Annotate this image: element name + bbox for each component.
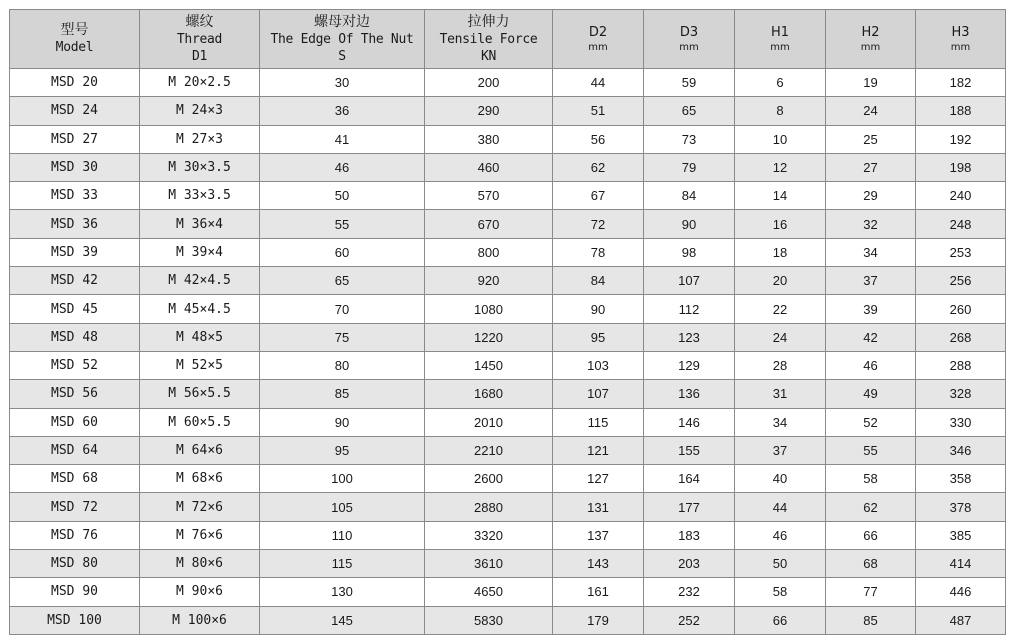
cell-h1: 8	[735, 97, 826, 125]
table-row	[10, 351, 1006, 379]
cell-model: MSD 100	[10, 606, 140, 634]
header-row	[10, 10, 1006, 69]
cell-model: MSD 76	[10, 521, 140, 549]
cell-d3: 84	[644, 182, 735, 210]
cell-d2: 78	[553, 238, 644, 266]
table-row	[10, 153, 1006, 181]
cell-h2: 66	[826, 521, 916, 549]
header-nut-edge-en: The Edge Of The Nut	[270, 31, 414, 47]
cell-model: MSD 48	[10, 323, 140, 351]
cell-h2: 55	[826, 436, 916, 464]
cell-thread: M 52×5	[140, 351, 260, 379]
cell-d2: 90	[553, 295, 644, 323]
cell-h3: 248	[916, 210, 1006, 238]
cell-h3: 487	[916, 606, 1006, 634]
cell-d2: 107	[553, 380, 644, 408]
cell-h2: 32	[826, 210, 916, 238]
table-row	[10, 436, 1006, 464]
header-nut-edge-zh: 螺母对边	[314, 13, 370, 30]
cell-thread: M 48×5	[140, 323, 260, 351]
cell-h1: 50	[735, 550, 826, 578]
cell-thread: M 90×6	[140, 578, 260, 606]
cell-h3: 328	[916, 380, 1006, 408]
cell-nut-edge: 115	[260, 550, 425, 578]
cell-tensile: 2600	[425, 465, 553, 493]
table-row	[10, 323, 1006, 351]
cell-tensile: 800	[425, 238, 553, 266]
cell-d2: 137	[553, 521, 644, 549]
cell-tensile: 380	[425, 125, 553, 153]
cell-d2: 103	[553, 351, 644, 379]
cell-h1: 58	[735, 578, 826, 606]
cell-thread: M 76×6	[140, 521, 260, 549]
header-nut-edge	[260, 10, 425, 69]
cell-thread: M 33×3.5	[140, 182, 260, 210]
cell-nut-edge: 90	[260, 408, 425, 436]
cell-h2: 24	[826, 97, 916, 125]
cell-tensile: 3610	[425, 550, 553, 578]
cell-nut-edge: 50	[260, 182, 425, 210]
cell-tensile: 570	[425, 182, 553, 210]
cell-tensile: 200	[425, 69, 553, 97]
cell-model: MSD 30	[10, 153, 140, 181]
cell-thread: M 24×3	[140, 97, 260, 125]
cell-d2: 115	[553, 408, 644, 436]
cell-h1: 46	[735, 521, 826, 549]
table-row	[10, 69, 1006, 97]
header-h2	[826, 10, 916, 69]
cell-h3: 346	[916, 436, 1006, 464]
cell-nut-edge: 70	[260, 295, 425, 323]
cell-h1: 12	[735, 153, 826, 181]
cell-thread: M 72×6	[140, 493, 260, 521]
cell-h2: 25	[826, 125, 916, 153]
cell-h3: 268	[916, 323, 1006, 351]
cell-thread: M 42×4.5	[140, 267, 260, 295]
cell-h1: 66	[735, 606, 826, 634]
cell-h2: 52	[826, 408, 916, 436]
cell-d2: 95	[553, 323, 644, 351]
header-h3-unit: mm	[950, 41, 971, 53]
cell-d3: 73	[644, 125, 735, 153]
table-row	[10, 238, 1006, 266]
cell-h2: 68	[826, 550, 916, 578]
cell-h2: 19	[826, 69, 916, 97]
header-h1-label: H1	[770, 24, 790, 40]
table-row	[10, 606, 1006, 634]
cell-nut-edge: 60	[260, 238, 425, 266]
cell-nut-edge: 55	[260, 210, 425, 238]
cell-h2: 34	[826, 238, 916, 266]
cell-h3: 182	[916, 69, 1006, 97]
cell-h2: 27	[826, 153, 916, 181]
table-header	[10, 10, 1006, 69]
cell-d2: 44	[553, 69, 644, 97]
header-tensile-en: Tensile Force	[439, 31, 538, 47]
header-nut-edge-sub: S	[338, 48, 346, 64]
cell-h3: 192	[916, 125, 1006, 153]
cell-h3: 240	[916, 182, 1006, 210]
table-row	[10, 295, 1006, 323]
header-model	[10, 10, 140, 69]
header-model-en: Model	[55, 40, 94, 55]
cell-h2: 37	[826, 267, 916, 295]
cell-d2: 127	[553, 465, 644, 493]
cell-h3: 256	[916, 267, 1006, 295]
cell-d3: 65	[644, 97, 735, 125]
cell-tensile: 920	[425, 267, 553, 295]
table-row	[10, 550, 1006, 578]
cell-d2: 179	[553, 606, 644, 634]
cell-nut-edge: 85	[260, 380, 425, 408]
table-row	[10, 408, 1006, 436]
cell-d2: 131	[553, 493, 644, 521]
cell-h1: 44	[735, 493, 826, 521]
cell-d3: 177	[644, 493, 735, 521]
cell-h1: 22	[735, 295, 826, 323]
header-d3	[644, 10, 735, 69]
header-h3-label: H3	[951, 24, 970, 40]
cell-h1: 34	[735, 408, 826, 436]
cell-thread: M 36×4	[140, 210, 260, 238]
cell-thread: M 100×6	[140, 606, 260, 634]
cell-h2: 49	[826, 380, 916, 408]
cell-model: MSD 60	[10, 408, 140, 436]
cell-d2: 62	[553, 153, 644, 181]
cell-h1: 16	[735, 210, 826, 238]
cell-d3: 123	[644, 323, 735, 351]
cell-tensile: 3320	[425, 521, 553, 549]
header-d2-unit: mm	[588, 41, 608, 53]
cell-d2: 67	[553, 182, 644, 210]
header-model-zh: 型号	[60, 22, 89, 38]
table-row	[10, 493, 1006, 521]
cell-tensile: 1450	[425, 351, 553, 379]
cell-d2: 161	[553, 578, 644, 606]
cell-model: MSD 90	[10, 578, 140, 606]
cell-model: MSD 33	[10, 182, 140, 210]
cell-h3: 385	[916, 521, 1006, 549]
cell-h2: 29	[826, 182, 916, 210]
table-row	[10, 125, 1006, 153]
cell-tensile: 1080	[425, 295, 553, 323]
cell-model: MSD 39	[10, 238, 140, 266]
cell-thread: M 30×3.5	[140, 153, 260, 181]
header-h1-unit: mm	[770, 41, 790, 53]
cell-thread: M 64×6	[140, 436, 260, 464]
cell-model: MSD 68	[10, 465, 140, 493]
cell-nut-edge: 100	[260, 465, 425, 493]
cell-tensile: 290	[425, 97, 553, 125]
cell-nut-edge: 105	[260, 493, 425, 521]
cell-model: MSD 56	[10, 380, 140, 408]
header-thread-zh: 螺纹	[185, 13, 214, 30]
cell-h3: 288	[916, 351, 1006, 379]
cell-h1: 18	[735, 238, 826, 266]
cell-h1: 20	[735, 267, 826, 295]
cell-model: MSD 80	[10, 550, 140, 578]
cell-thread: M 80×6	[140, 550, 260, 578]
cell-d3: 129	[644, 351, 735, 379]
cell-thread: M 60×5.5	[140, 408, 260, 436]
header-tensile	[425, 10, 553, 69]
cell-d2: 84	[553, 267, 644, 295]
cell-d3: 203	[644, 550, 735, 578]
cell-d3: 146	[644, 408, 735, 436]
cell-d3: 164	[644, 465, 735, 493]
cell-tensile: 4650	[425, 578, 553, 606]
cell-d3: 90	[644, 210, 735, 238]
table-row	[10, 521, 1006, 549]
header-h2-unit: mm	[860, 41, 881, 53]
cell-d3: 155	[644, 436, 735, 464]
cell-tensile: 1220	[425, 323, 553, 351]
cell-tensile: 5830	[425, 606, 553, 634]
header-tensile-sub: KN	[480, 48, 497, 64]
cell-model: MSD 52	[10, 351, 140, 379]
cell-thread: M 56×5.5	[140, 380, 260, 408]
cell-h3: 358	[916, 465, 1006, 493]
header-d2-label: D2	[588, 24, 608, 40]
cell-d3: 59	[644, 69, 735, 97]
cell-model: MSD 20	[10, 69, 140, 97]
cell-h2: 46	[826, 351, 916, 379]
table-row	[10, 182, 1006, 210]
cell-d2: 51	[553, 97, 644, 125]
cell-nut-edge: 95	[260, 436, 425, 464]
table-row	[10, 210, 1006, 238]
cell-tensile: 2010	[425, 408, 553, 436]
cell-tensile: 460	[425, 153, 553, 181]
cell-h3: 330	[916, 408, 1006, 436]
cell-h2: 42	[826, 323, 916, 351]
cell-d2: 72	[553, 210, 644, 238]
cell-model: MSD 64	[10, 436, 140, 464]
header-h1	[735, 10, 826, 69]
cell-h3: 446	[916, 578, 1006, 606]
cell-model: MSD 42	[10, 267, 140, 295]
table-row	[10, 97, 1006, 125]
cell-d3: 136	[644, 380, 735, 408]
cell-model: MSD 27	[10, 125, 140, 153]
cell-thread: M 27×3	[140, 125, 260, 153]
cell-nut-edge: 145	[260, 606, 425, 634]
header-thread	[140, 10, 260, 69]
header-d2	[553, 10, 644, 69]
cell-thread: M 39×4	[140, 238, 260, 266]
cell-h1: 31	[735, 380, 826, 408]
cell-model: MSD 45	[10, 295, 140, 323]
cell-nut-edge: 130	[260, 578, 425, 606]
cell-d3: 107	[644, 267, 735, 295]
cell-nut-edge: 46	[260, 153, 425, 181]
cell-model: MSD 24	[10, 97, 140, 125]
cell-h1: 10	[735, 125, 826, 153]
cell-tensile: 2880	[425, 493, 553, 521]
header-h2-label: H2	[861, 24, 880, 40]
cell-h2: 62	[826, 493, 916, 521]
cell-nut-edge: 80	[260, 351, 425, 379]
cell-tensile: 2210	[425, 436, 553, 464]
cell-d2: 121	[553, 436, 644, 464]
cell-nut-edge: 30	[260, 69, 425, 97]
cell-thread: M 20×2.5	[140, 69, 260, 97]
header-tensile-zh: 拉伸力	[467, 13, 510, 30]
table-row	[10, 465, 1006, 493]
cell-h1: 28	[735, 351, 826, 379]
cell-h1: 40	[735, 465, 826, 493]
cell-tensile: 670	[425, 210, 553, 238]
cell-h3: 198	[916, 153, 1006, 181]
header-d3-label: D3	[679, 24, 699, 40]
table-body	[10, 69, 1006, 635]
header-thread-en: Thread	[176, 31, 223, 47]
cell-nut-edge: 36	[260, 97, 425, 125]
header-thread-sub: D1	[191, 48, 208, 64]
cell-h3: 188	[916, 97, 1006, 125]
cell-h2: 85	[826, 606, 916, 634]
cell-d3: 183	[644, 521, 735, 549]
cell-h3: 378	[916, 493, 1006, 521]
spec-table	[9, 9, 1006, 635]
cell-d2: 143	[553, 550, 644, 578]
cell-d3: 98	[644, 238, 735, 266]
cell-d3: 79	[644, 153, 735, 181]
cell-h2: 39	[826, 295, 916, 323]
cell-thread: M 45×4.5	[140, 295, 260, 323]
cell-d2: 56	[553, 125, 644, 153]
header-d3-unit: mm	[679, 41, 699, 53]
cell-d3: 112	[644, 295, 735, 323]
table-row	[10, 380, 1006, 408]
cell-h3: 253	[916, 238, 1006, 266]
cell-thread: M 68×6	[140, 465, 260, 493]
cell-h1: 37	[735, 436, 826, 464]
cell-h3: 414	[916, 550, 1006, 578]
cell-h2: 77	[826, 578, 916, 606]
cell-nut-edge: 110	[260, 521, 425, 549]
cell-nut-edge: 75	[260, 323, 425, 351]
cell-h1: 6	[735, 69, 826, 97]
cell-d3: 232	[644, 578, 735, 606]
table-row	[10, 578, 1006, 606]
cell-model: MSD 72	[10, 493, 140, 521]
cell-h1: 24	[735, 323, 826, 351]
cell-nut-edge: 65	[260, 267, 425, 295]
cell-nut-edge: 41	[260, 125, 425, 153]
cell-h3: 260	[916, 295, 1006, 323]
cell-tensile: 1680	[425, 380, 553, 408]
table-row	[10, 267, 1006, 295]
cell-model: MSD 36	[10, 210, 140, 238]
header-h3	[916, 10, 1006, 69]
cell-h2: 58	[826, 465, 916, 493]
cell-d3: 252	[644, 606, 735, 634]
cell-h1: 14	[735, 182, 826, 210]
